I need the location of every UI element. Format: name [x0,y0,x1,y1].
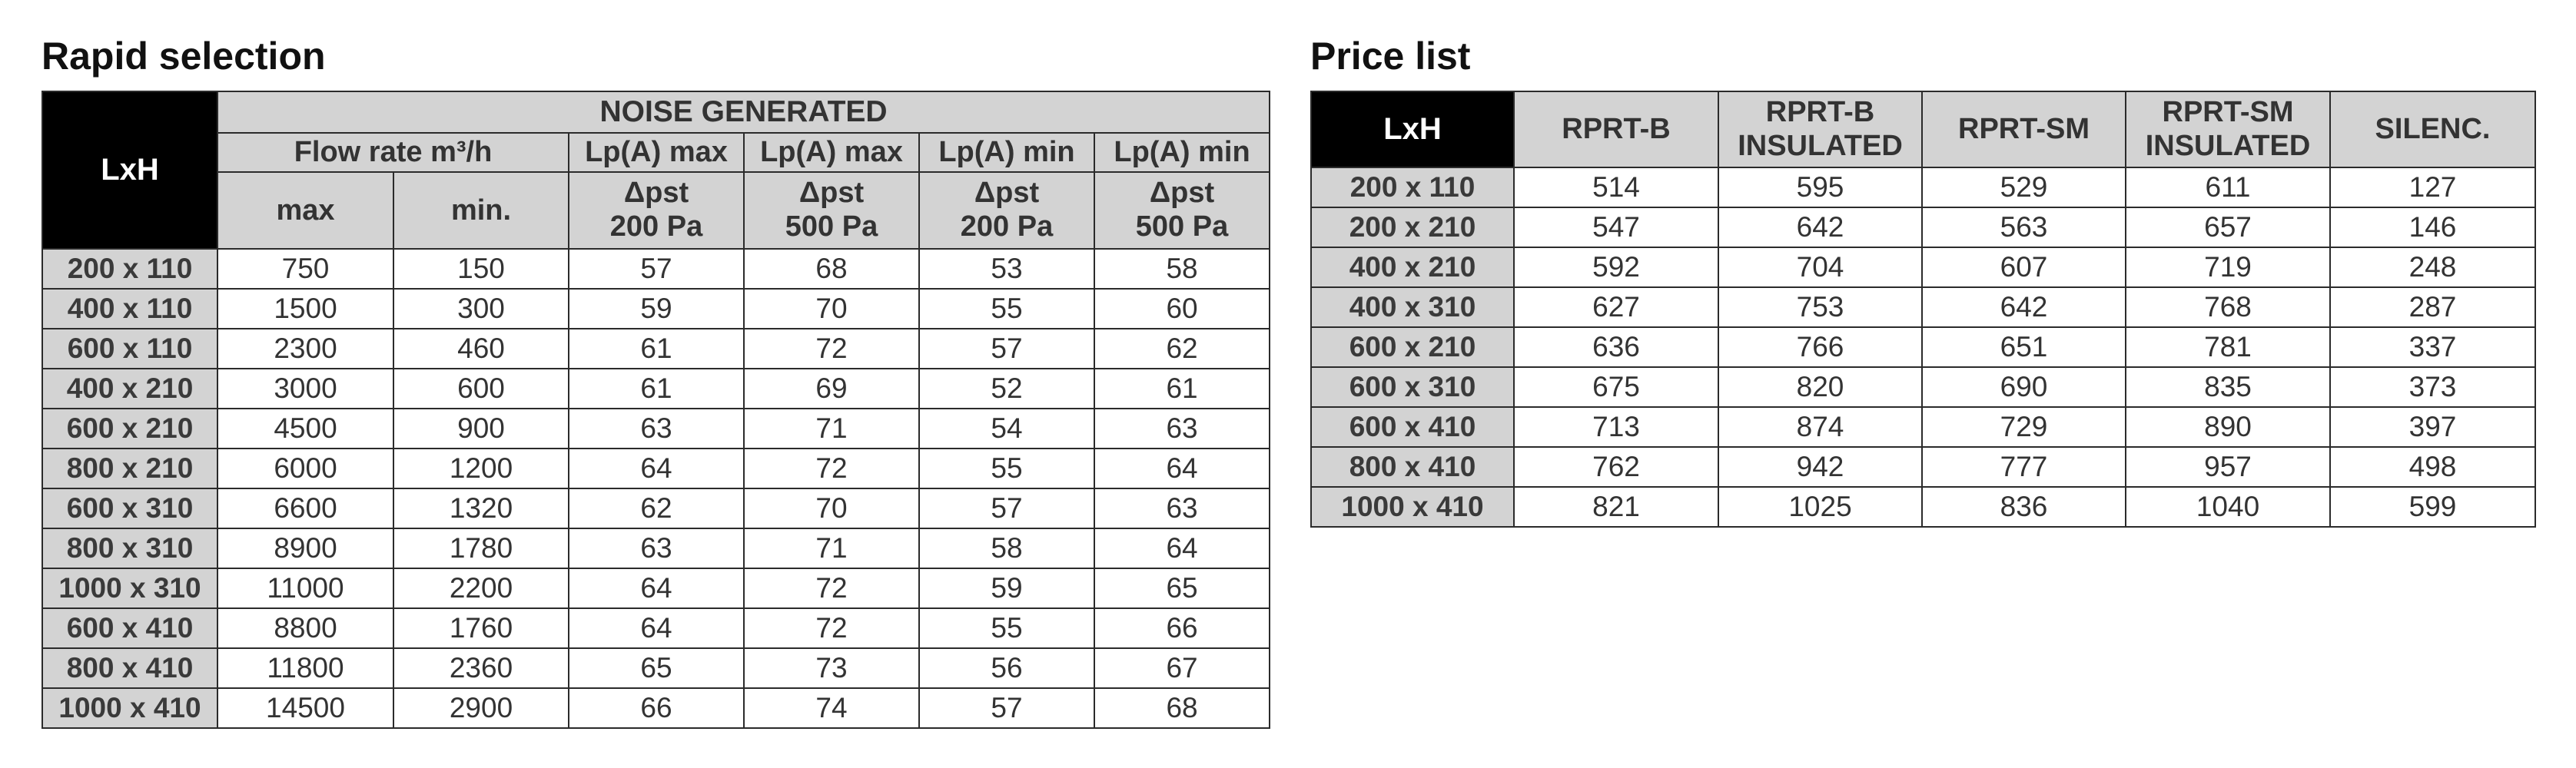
size-label: 400 x 210 [1311,247,1514,287]
table-cell: 373 [2330,367,2535,407]
table-cell: 73 [744,648,919,688]
table-cell: 8900 [217,528,393,568]
table-cell: 6600 [217,488,393,528]
rapid-selection-row [42,329,1270,369]
rapid-selection-table [41,91,1270,729]
price-list-table [1310,91,2536,528]
table-cell: 595 [1718,167,1922,207]
table-cell: 63 [569,409,744,449]
table-cell: 563 [1922,207,2126,247]
table-cell: 61 [569,329,744,369]
table-cell: 63 [1094,409,1270,449]
table-cell: 55 [919,449,1094,488]
table-cell: 68 [1094,688,1270,728]
table-cell: 777 [1922,447,2126,487]
table-cell: 762 [1514,447,1718,487]
table-cell: 704 [1718,247,1922,287]
table-cell: 127 [2330,167,2535,207]
table-cell: 1780 [393,528,569,568]
lp-header-1: Lp(A) max [569,133,744,172]
table-cell: 56 [919,648,1094,688]
table-cell: 529 [1922,167,2126,207]
table-cell: 2900 [393,688,569,728]
table-cell: 59 [569,289,744,329]
table-cell: 58 [1094,249,1270,289]
table-cell: 835 [2126,367,2330,407]
table-cell: 68 [744,249,919,289]
price-list-row [1311,167,2535,207]
table-cell: 64 [569,608,744,648]
table-cell: 63 [569,528,744,568]
table-cell: 300 [393,289,569,329]
size-label: 800 x 410 [42,648,217,688]
table-cell: 63 [1094,488,1270,528]
table-cell: 768 [2126,287,2330,327]
table-cell: 146 [2330,207,2535,247]
table-cell: 592 [1514,247,1718,287]
rapid-selection-row [42,688,1270,728]
table-cell: 651 [1922,327,2126,367]
price-col-rprt-sm-insulated-line1: RPRT-SM [2162,95,2294,128]
table-cell: 3000 [217,369,393,409]
price-col-rprt-sm: RPRT-SM [1922,91,2126,167]
price-col-rprt-b-insulated [1718,91,1922,167]
size-label: 200 x 110 [1311,167,1514,207]
price-list-row [1311,207,2535,247]
table-cell: 66 [1094,608,1270,648]
pressure-header-4-line2: 500 Pa [1135,210,1229,243]
pressure-header-2 [744,172,919,249]
price-col-lxh: LxH [1311,91,1514,167]
table-cell: 766 [1718,327,1922,367]
table-cell: 460 [393,329,569,369]
rapid-selection-row [42,249,1270,289]
table-cell: 55 [919,608,1094,648]
table-cell: 72 [744,568,919,608]
price-col-rprt-b-insulated-line2: INSULATED [1738,129,1903,162]
table-cell: 65 [569,648,744,688]
rapid-selection-row [42,528,1270,568]
table-cell: 690 [1922,367,2126,407]
rapid-selection-row [42,568,1270,608]
table-cell: 397 [2330,407,2535,447]
pressure-header-1 [569,172,744,249]
size-label: 600 x 310 [42,488,217,528]
table-cell: 70 [744,289,919,329]
price-list-row [1311,327,2535,367]
table-cell: 54 [919,409,1094,449]
table-cell: 11000 [217,568,393,608]
pressure-header-2-line1: Δpst [798,177,865,210]
table-cell: 753 [1718,287,1922,327]
price-list-row [1311,487,2535,527]
table-cell: 52 [919,369,1094,409]
size-label: 400 x 310 [1311,287,1514,327]
rapid-selection-title: Rapid selection [41,35,326,78]
table-cell: 337 [2330,327,2535,367]
table-cell: 2360 [393,648,569,688]
rapid-selection-row [42,289,1270,329]
table-cell: 607 [1922,247,2126,287]
table-cell: 69 [744,369,919,409]
table-cell: 636 [1514,327,1718,367]
table-cell: 957 [2126,447,2330,487]
table-cell: 719 [2126,247,2330,287]
table-cell: 53 [919,249,1094,289]
table-cell: 64 [569,568,744,608]
noise-generated-header: NOISE GENERATED [217,91,1270,133]
size-label: 600 x 210 [1311,327,1514,367]
pressure-header-1-line2: 200 Pa [609,210,703,243]
table-cell: 62 [1094,329,1270,369]
table-cell: 248 [2330,247,2535,287]
price-list-title: Price list [1310,35,1471,78]
table-cell: 729 [1922,407,2126,447]
table-cell: 8800 [217,608,393,648]
table-cell: 61 [569,369,744,409]
table-cell: 781 [2126,327,2330,367]
table-cell: 66 [569,688,744,728]
table-cell: 64 [569,449,744,488]
pressure-header-3-line1: Δpst [974,177,1040,210]
pressure-header-1-line1: Δpst [623,177,689,210]
size-label: 800 x 310 [42,528,217,568]
table-cell: 4500 [217,409,393,449]
table-cell: 72 [744,608,919,648]
table-cell: 1500 [217,289,393,329]
size-label: 600 x 410 [42,608,217,648]
table-cell: 57 [569,249,744,289]
price-list-row [1311,367,2535,407]
table-cell: 74 [744,688,919,728]
price-list-row [1311,247,2535,287]
lp-header-2: Lp(A) max [744,133,919,172]
pressure-header-2-line2: 500 Pa [785,210,878,243]
size-label: 600 x 410 [1311,407,1514,447]
flow-rate-header: Flow rate m³/h [217,133,569,172]
table-cell: 57 [919,488,1094,528]
size-label: 200 x 110 [42,249,217,289]
table-cell: 67 [1094,648,1270,688]
table-cell: 874 [1718,407,1922,447]
lxh-header: LxH [42,91,217,249]
table-cell: 11800 [217,648,393,688]
table-cell: 547 [1514,207,1718,247]
rapid-selection-row [42,648,1270,688]
table-cell: 55 [919,289,1094,329]
table-cell: 657 [2126,207,2330,247]
table-cell: 61 [1094,369,1270,409]
table-cell: 64 [1094,449,1270,488]
table-cell: 642 [1718,207,1922,247]
table-cell: 1320 [393,488,569,528]
price-list-row [1311,447,2535,487]
table-cell: 942 [1718,447,1922,487]
size-label: 400 x 210 [42,369,217,409]
table-cell: 611 [2126,167,2330,207]
table-cell: 2200 [393,568,569,608]
price-col-rprt-sm-insulated [2126,91,2330,167]
table-cell: 1025 [1718,487,1922,527]
pressure-header-4-line1: Δpst [1149,177,1215,210]
table-cell: 150 [393,249,569,289]
pressure-header-4 [1094,172,1270,249]
table-cell: 498 [2330,447,2535,487]
table-cell: 890 [2126,407,2330,447]
size-label: 600 x 210 [42,409,217,449]
rapid-selection-row [42,409,1270,449]
price-col-rprt-b-insulated-line1: RPRT-B [1765,95,1875,128]
size-label: 200 x 210 [1311,207,1514,247]
rapid-selection-row [42,369,1270,409]
size-label: 1000 x 310 [42,568,217,608]
size-label: 600 x 310 [1311,367,1514,407]
table-cell: 65 [1094,568,1270,608]
table-cell: 675 [1514,367,1718,407]
table-cell: 821 [1514,487,1718,527]
rapid-selection-row [42,488,1270,528]
table-cell: 14500 [217,688,393,728]
lp-header-3: Lp(A) min [919,133,1094,172]
table-cell: 71 [744,528,919,568]
table-cell: 750 [217,249,393,289]
table-cell: 287 [2330,287,2535,327]
price-col-silenc: SILENC. [2330,91,2535,167]
table-cell: 64 [1094,528,1270,568]
price-list-row [1311,287,2535,327]
table-cell: 642 [1922,287,2126,327]
size-label: 800 x 210 [42,449,217,488]
table-cell: 713 [1514,407,1718,447]
table-cell: 820 [1718,367,1922,407]
flow-max-header: max [217,172,393,249]
rapid-selection-row [42,608,1270,648]
price-col-rprt-sm-insulated-line2: INSULATED [2145,129,2311,162]
table-cell: 59 [919,568,1094,608]
table-cell: 57 [919,329,1094,369]
size-label: 1000 x 410 [1311,487,1514,527]
pressure-header-3 [919,172,1094,249]
table-cell: 71 [744,409,919,449]
table-cell: 627 [1514,287,1718,327]
price-col-rprt-b: RPRT-B [1514,91,1718,167]
table-cell: 1760 [393,608,569,648]
pressure-header-3-line2: 200 Pa [960,210,1054,243]
size-label: 400 x 110 [42,289,217,329]
flow-min-header: min. [393,172,569,249]
table-cell: 514 [1514,167,1718,207]
table-cell: 599 [2330,487,2535,527]
table-cell: 2300 [217,329,393,369]
table-cell: 57 [919,688,1094,728]
price-list-row [1311,407,2535,447]
size-label: 800 x 410 [1311,447,1514,487]
size-label: 1000 x 410 [42,688,217,728]
table-cell: 900 [393,409,569,449]
lp-header-4: Lp(A) min [1094,133,1270,172]
rapid-selection-row [42,449,1270,488]
table-cell: 62 [569,488,744,528]
table-cell: 60 [1094,289,1270,329]
size-label: 600 x 110 [42,329,217,369]
table-cell: 58 [919,528,1094,568]
table-cell: 600 [393,369,569,409]
table-cell: 836 [1922,487,2126,527]
table-cell: 72 [744,329,919,369]
table-cell: 1200 [393,449,569,488]
table-cell: 72 [744,449,919,488]
table-cell: 1040 [2126,487,2330,527]
table-cell: 70 [744,488,919,528]
table-cell: 6000 [217,449,393,488]
